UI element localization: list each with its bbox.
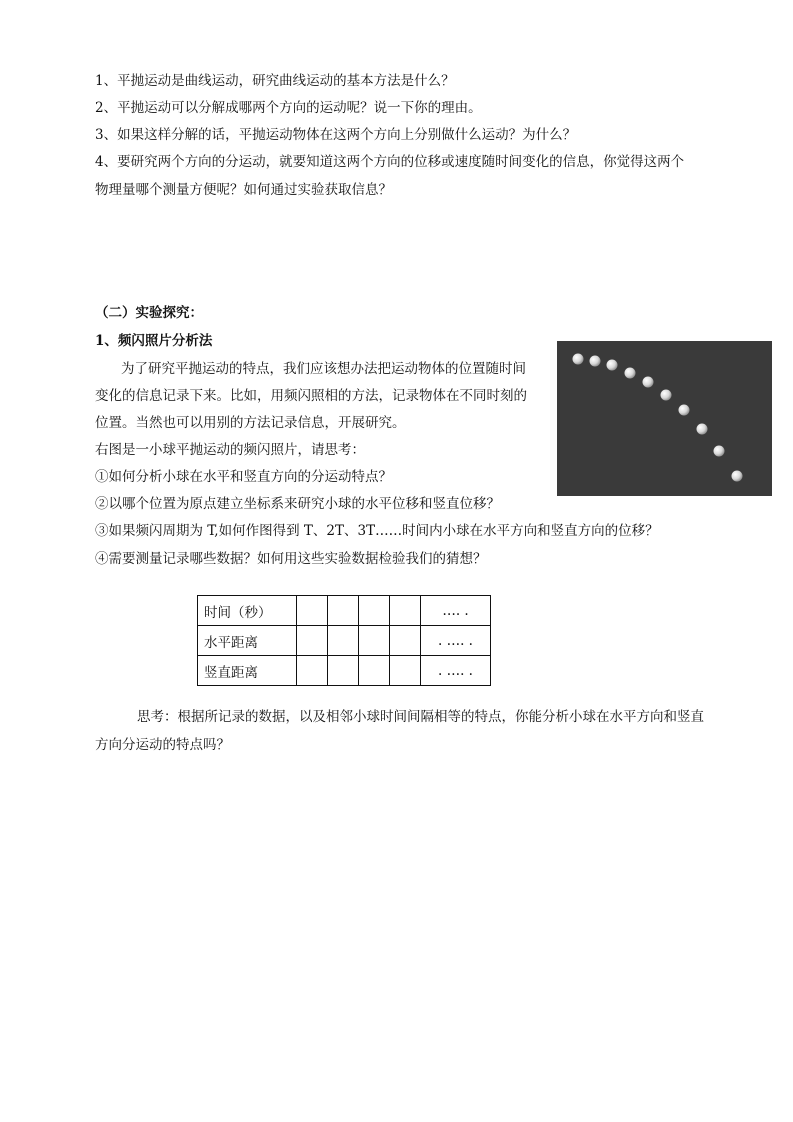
intro-line-3: 位置。当然也可以用别的方法记录信息，开展研究。 <box>95 415 406 431</box>
question-3: 3、如果这样分解的话，平抛运动物体在这两个方向上分别做什么运动？为什么？ <box>95 127 577 143</box>
sub-question-4: ④需要测量记录哪些数据？如何用这些实验数据检验我们的猜想？ <box>95 551 487 567</box>
blank-cell <box>328 596 359 626</box>
ball-10 <box>732 471 743 482</box>
ball-1 <box>573 354 584 365</box>
blank-cell <box>359 596 390 626</box>
question-1: 1、平抛运动是曲线运动，研究曲线运动的基本方法是什么？ <box>95 73 455 89</box>
row-label: 竖直距离 <box>198 656 297 686</box>
blank-cell <box>390 626 421 656</box>
ellipsis-cell: …. . <box>421 596 491 626</box>
section-title: （二）实验探究： <box>95 305 203 321</box>
ball-2 <box>590 356 601 367</box>
ellipsis-cell: . …. . <box>421 656 491 686</box>
sub-question-1: ①如何分析小球在水平和竖直方向的分运动特点？ <box>95 469 392 485</box>
row-label: 水平距离 <box>198 626 297 656</box>
row-label: 时间（秒） <box>198 596 297 626</box>
blank-cell <box>390 656 421 686</box>
ball-3 <box>607 360 618 371</box>
blank-cell <box>297 656 328 686</box>
blank-cell <box>328 656 359 686</box>
question-4: 4、要研究两个方向的分运动，就要知道这两个方向的位移或速度随时间变化的信息，你觉得这两个 <box>95 154 685 170</box>
data-table <box>197 595 491 686</box>
blank-cell <box>328 626 359 656</box>
ball-6 <box>661 390 672 401</box>
ball-5 <box>643 377 654 388</box>
blank-cell <box>297 596 328 626</box>
intro-line-2: 变化的信息记录下来。比如，用频闪照相的方法，记录物体在不同时刻的 <box>95 388 527 404</box>
question-2: 2、平抛运动可以分解成哪两个方向的运动呢？说一下你的理由。 <box>95 100 482 116</box>
ball-9 <box>714 446 725 457</box>
blank-cell <box>359 656 390 686</box>
blank-cell <box>359 626 390 656</box>
ball-8 <box>697 424 708 435</box>
intro-line-1: 为了研究平抛运动的特点，我们应该想办法把运动物体的位置随时间 <box>121 361 526 377</box>
blank-cell <box>390 596 421 626</box>
ball-4 <box>625 368 636 379</box>
strobe-photo <box>557 341 772 496</box>
method-title: 1、频闪照片分析法 <box>95 333 213 349</box>
table-row <box>198 596 491 626</box>
ellipsis-cell: . …. . <box>421 626 491 656</box>
ball-7 <box>679 405 690 416</box>
table-row <box>198 656 491 686</box>
table-row <box>198 626 491 656</box>
question-4-cont: 物理量哪个测量方便呢？如何通过实验获取信息？ <box>95 182 392 198</box>
sub-question-2: ②以哪个位置为原点建立坐标系来研究小球的水平位移和竖直位移？ <box>95 496 500 512</box>
intro-line-4: 右图是一小球平抛运动的频闪照片，请思考： <box>95 442 365 458</box>
blank-cell <box>297 626 328 656</box>
sub-question-3: ③如果频闪周期为 T,如何作图得到 T、2T、3T……时间内小球在水平方向和竖直方向的位移？ <box>95 523 659 539</box>
thought-paragraph: 思考：根据所记录的数据，以及相邻小球时间间隔相等的特点，你能分析小球在水平方向和竖直方向分运动的特点吗？ <box>95 709 704 753</box>
